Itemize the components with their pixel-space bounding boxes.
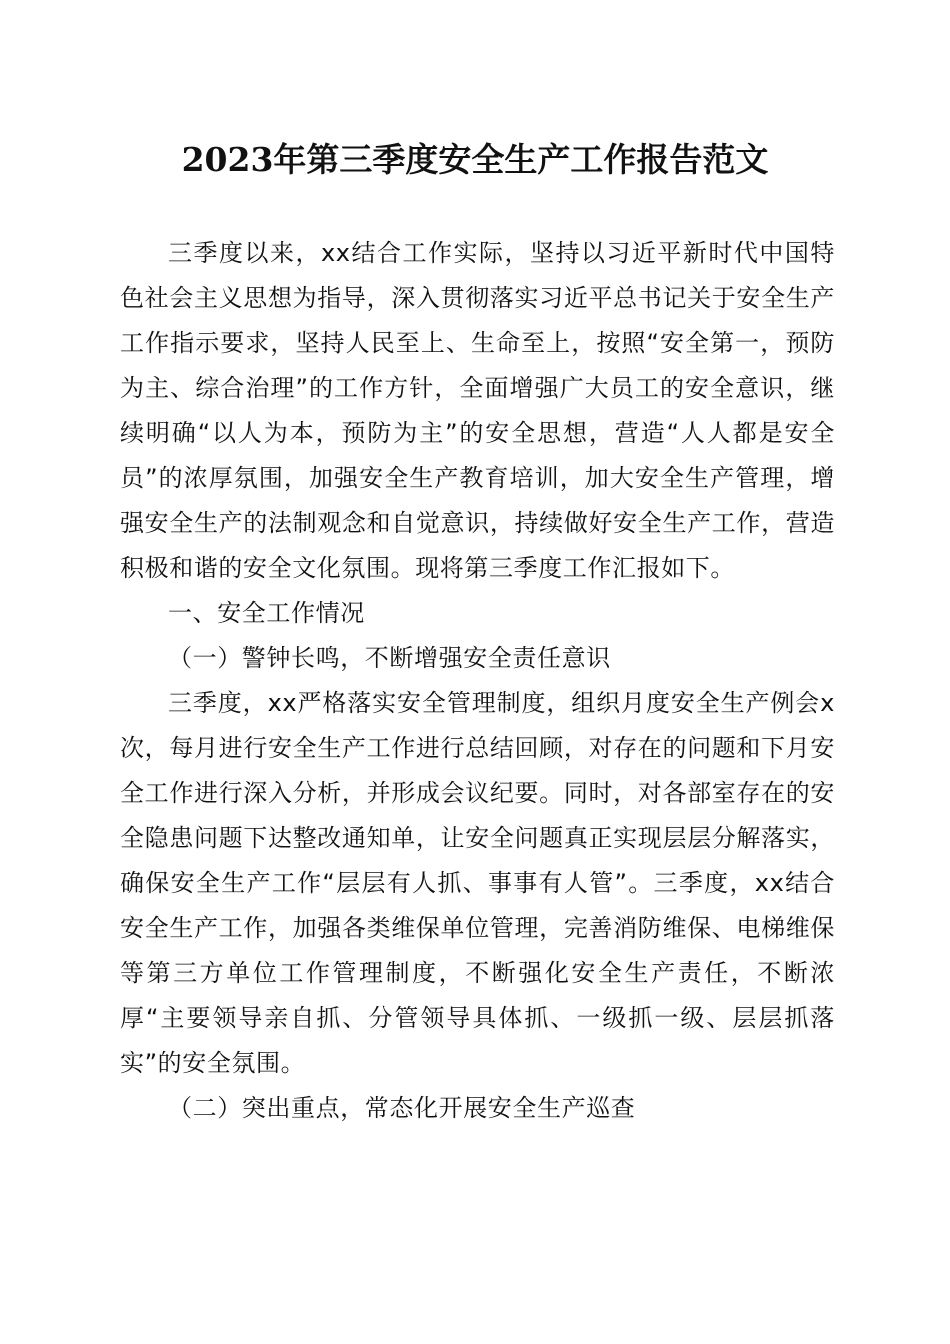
section-heading-1: 一、安全工作情况 [168, 599, 365, 627]
intro-paragraph: 三季度以来，xx结合工作实际，坚持以习近平新时代中国特色社会主义思想为指导，深入贯彻落实习近平总书记关于安全生产工作指示要求，坚持人民至上、生命至上，按照“安全第一，预防为主、综合治理”的工作方针，全面增强广大员工的安全意识，继续明确“以人为本，预防为主”的安全思想，营造“人人都是安全员”的浓厚氛围，加强安全生产教育培训，加大安全生产管理，增强安全生产的法制观念和自觉意识，持续做好安全生产工作，营造积极和谐的安全文化氛围。现将第三季度工作汇报如下。 [120, 239, 835, 582]
document-title: 2023年第三季度安全生产工作报告范文 [181, 140, 769, 179]
subsection-heading-1: （一）警钟长鸣，不断增强安全责任意识 [168, 644, 611, 672]
subsection-heading-2: （二）突出重点，常态化开展安全生产巡查 [168, 1094, 636, 1122]
document-body [120, 231, 835, 1131]
subsection-1-paragraph: 三季度，xx严格落实安全管理制度，组织月度安全生产例会x次，每月进行安全生产工作进行总结回顾，对存在的问题和下月安全工作进行深入分析，并形成会议纪要。同时，对各部室存在的安全隐患问题下达整改通知单，让安全问题真正实现层层分解落实，确保安全生产工作“层层有人抓、事事有人管”。三季度，xx结合安全生产工作，加强各类维保单位管理，完善消防维保、电梯维保等第三方单位工作管理制度，不断强化安全生产责任，不断浓厚“主要领导亲自抓、分管领导具体抓、一级抓一级、层层抓落实”的安全氛围。 [120, 689, 835, 1077]
